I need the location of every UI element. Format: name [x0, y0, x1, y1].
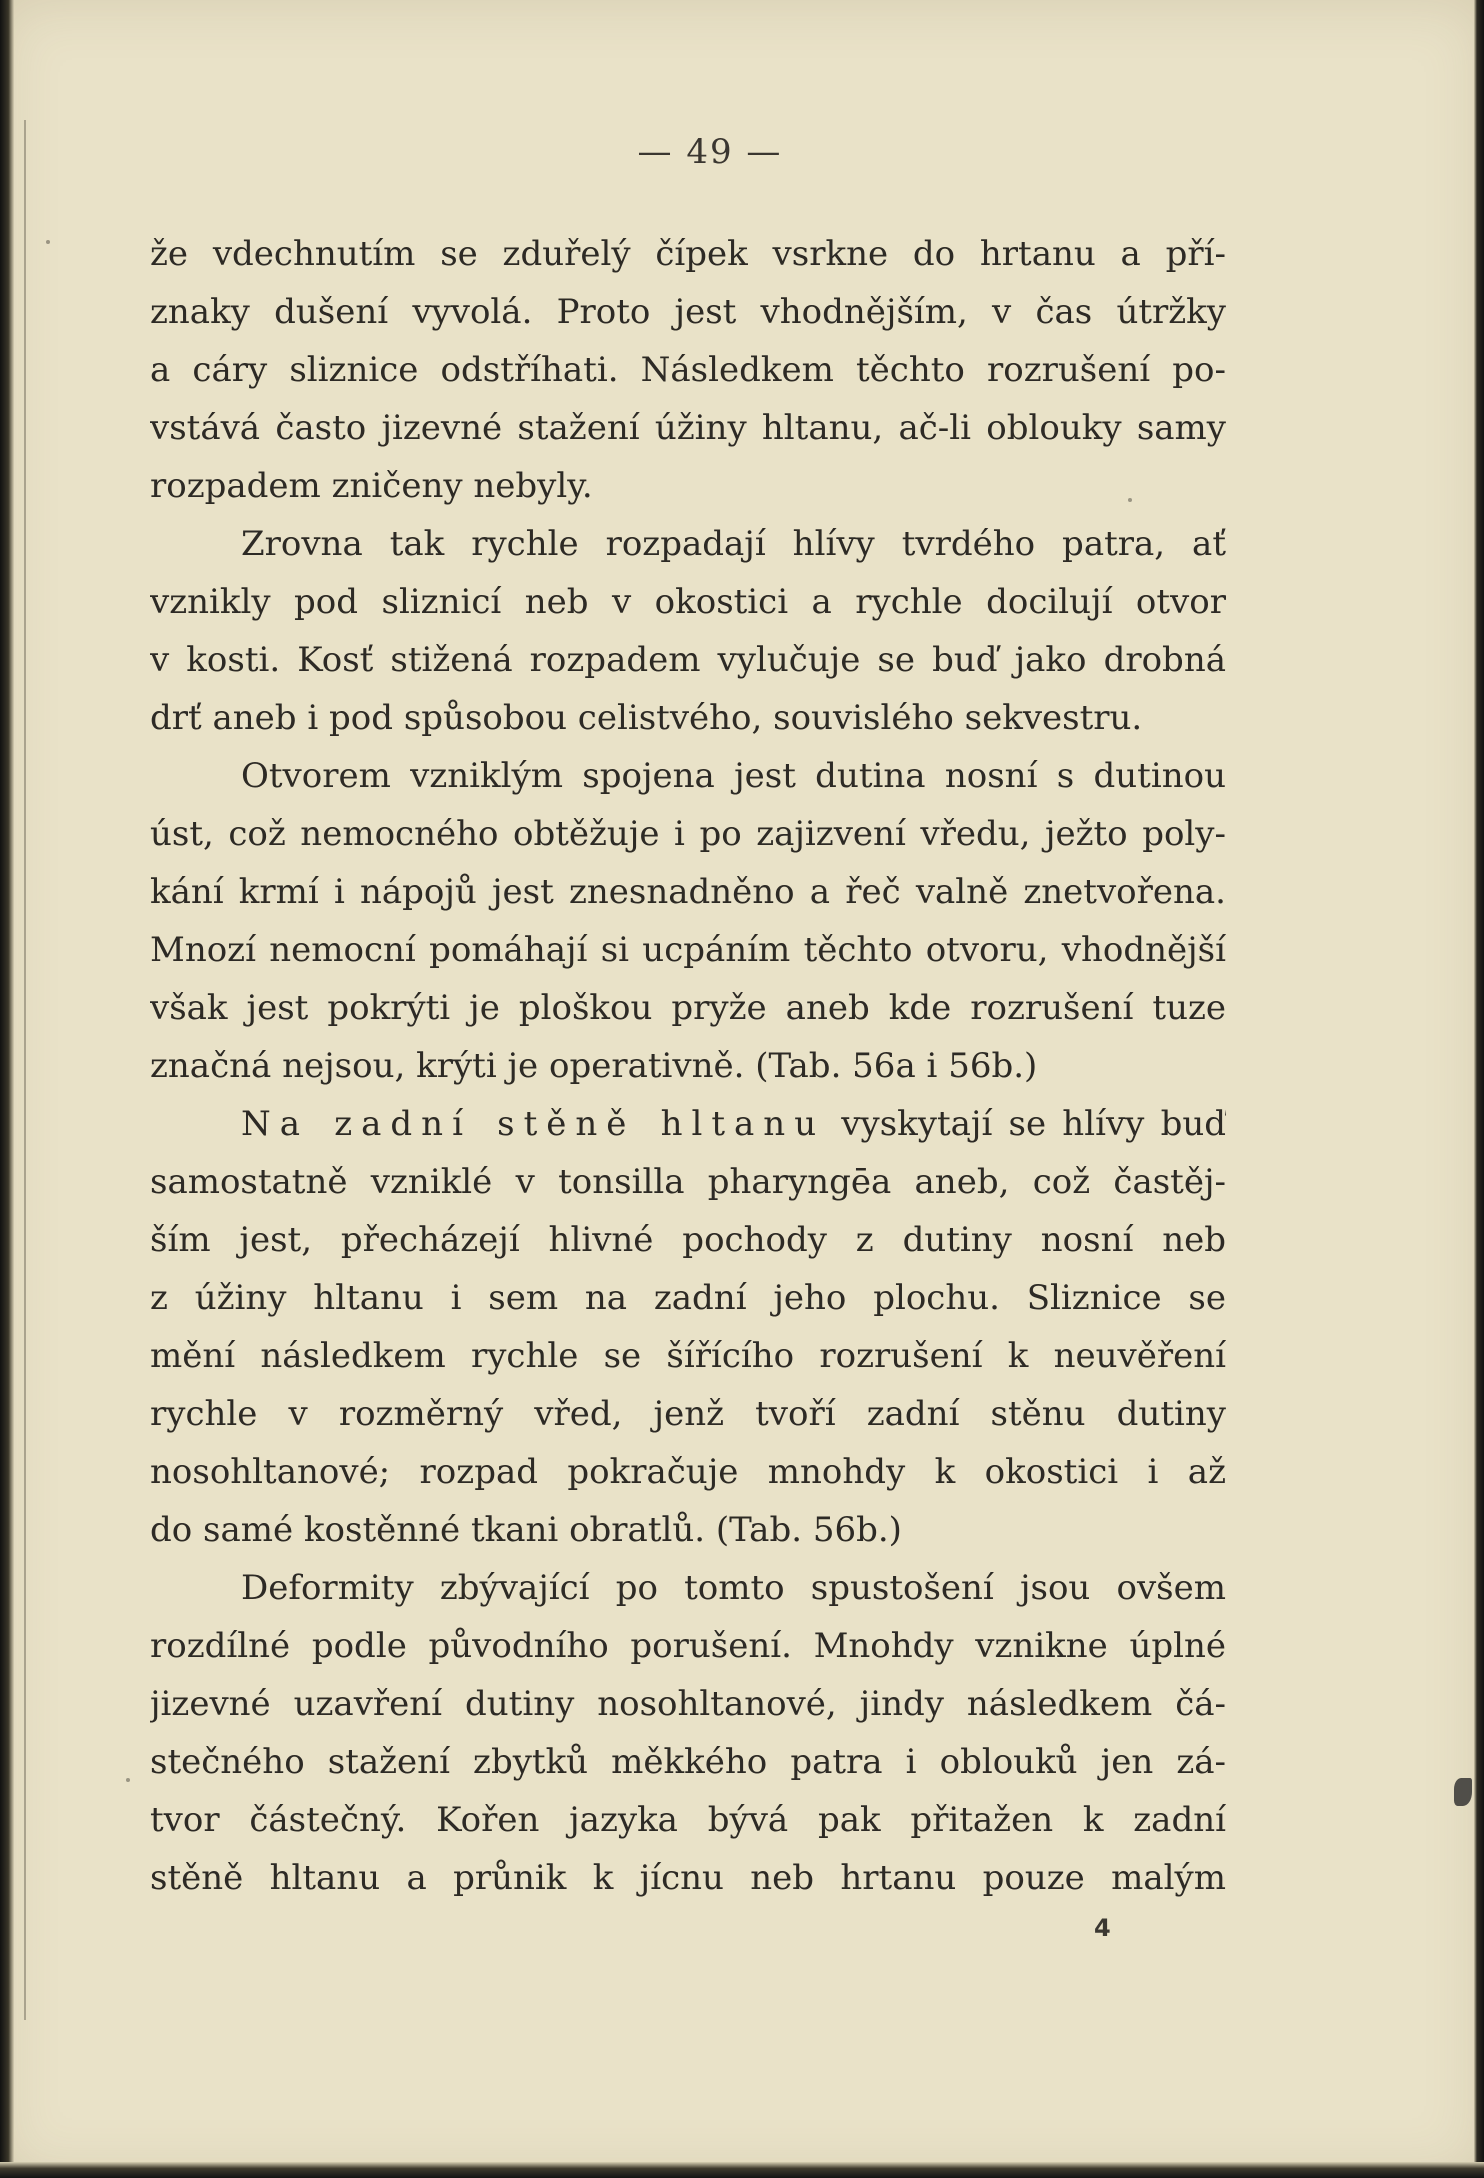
spaced-heading: Na zadní stěně hltanu: [241, 1104, 826, 1144]
text-line: tvor částečný. Kořen jazyka bývá pak přitažen k zadní: [150, 1800, 1226, 1840]
text-line: znaky dušení vyvolá. Proto jest vhodnějším, v čas útržky: [150, 292, 1226, 332]
text-line: Deformity zbývající po tomto spustošení jsou ovšem: [241, 1568, 1226, 1608]
text-line: a cáry sliznice odstříhati. Následkem těchto rozrušení po-: [150, 350, 1226, 390]
text-line: v kosti. Kosť stižená rozpadem vylučuje se buď jako drobná: [150, 640, 1226, 680]
text-line: že vdechnutím se zduřelý čípek vsrkne do hrtanu a pří-: [150, 234, 1226, 274]
text-line: mění následkem rychle se šířícího rozrušení k neuvěření: [150, 1336, 1226, 1376]
text-line: Otvorem vzniklým spojena jest dutina nosní s dutinou: [241, 756, 1226, 796]
text-line: rychle v rozměrný vřed, jenž tvoří zadní stěnu dutiny: [150, 1394, 1226, 1434]
scan-edge-left: [0, 0, 14, 2178]
text-line: však jest pokrýti je ploškou pryže aneb kde rozrušení tuze: [150, 988, 1226, 1028]
text-line: značná nejsou, krýti je operativně. (Tab. 56a i 56b.): [150, 1046, 1038, 1086]
text-line: z úžiny hltanu i sem na zadní jeho plochu. Sliznice se: [150, 1278, 1226, 1318]
text-line-spaced-heading: [150, 1098, 1226, 1156]
text-line: nosohltanové; rozpad pokračuje mnohdy k okostici i až: [150, 1452, 1226, 1492]
text-line: úst, což nemocného obtěžuje i po zajizvení vředu, ježto poly-: [150, 814, 1226, 854]
text-line: stěně hltanu a průnik k jícnu neb hrtanu pouze malým: [150, 1858, 1226, 1898]
text-line: Mnozí nemocní pomáhají si ucpáním těchto otvoru, vhodnější: [150, 930, 1226, 970]
paper-speck: [126, 1778, 130, 1782]
heading-continuation: vyskytají se hlívy buď: [825, 1104, 1226, 1144]
scan-binding-shadow: [24, 120, 26, 2020]
text-line: Zrovna tak rychle rozpadají hlívy tvrdého patra, ať: [241, 524, 1226, 564]
scan-edge-bottom: [0, 2162, 1484, 2178]
text-line: rozpadem zničeny nebyly.: [150, 466, 593, 506]
text-line: samostatně vzniklé v tonsilla pharyngēa aneb, což častěj-: [150, 1162, 1226, 1202]
ink-blot-mark: [1454, 1778, 1472, 1806]
body-text: [150, 228, 1226, 1910]
text-line: rozdílné podle původního porušení. Mnohdy vznikne úplné: [150, 1626, 1226, 1666]
text-line: drť aneb i pod spůsobou celistvého, souvislého sekvestru.: [150, 698, 1143, 738]
paper-speck: [46, 240, 50, 244]
text-line: vstává často jizevné stažení úžiny hltanu, ač-li oblouky samy: [150, 408, 1226, 448]
scan-edge-right: [1474, 0, 1484, 2178]
signature-mark: 4: [1094, 1914, 1111, 1942]
text-line: stečného stažení zbytků měkkého patra i oblouků jen zá-: [150, 1742, 1226, 1782]
text-line: do samé kostěnné tkani obratlů. (Tab. 56b.): [150, 1510, 902, 1550]
text-line: ším jest, přecházejí hlivné pochody z dutiny nosní neb: [150, 1220, 1226, 1260]
text-line: kání krmí i nápojů jest znesnadněno a řeč valně znetvořena.: [150, 872, 1226, 912]
page-number: — 49 —: [637, 132, 783, 172]
text-line: vznikly pod sliznicí neb v okostici a rychle docilují otvor: [150, 582, 1226, 622]
text-line: jizevné uzavření dutiny nosohltanové, jindy následkem čá-: [150, 1684, 1226, 1724]
